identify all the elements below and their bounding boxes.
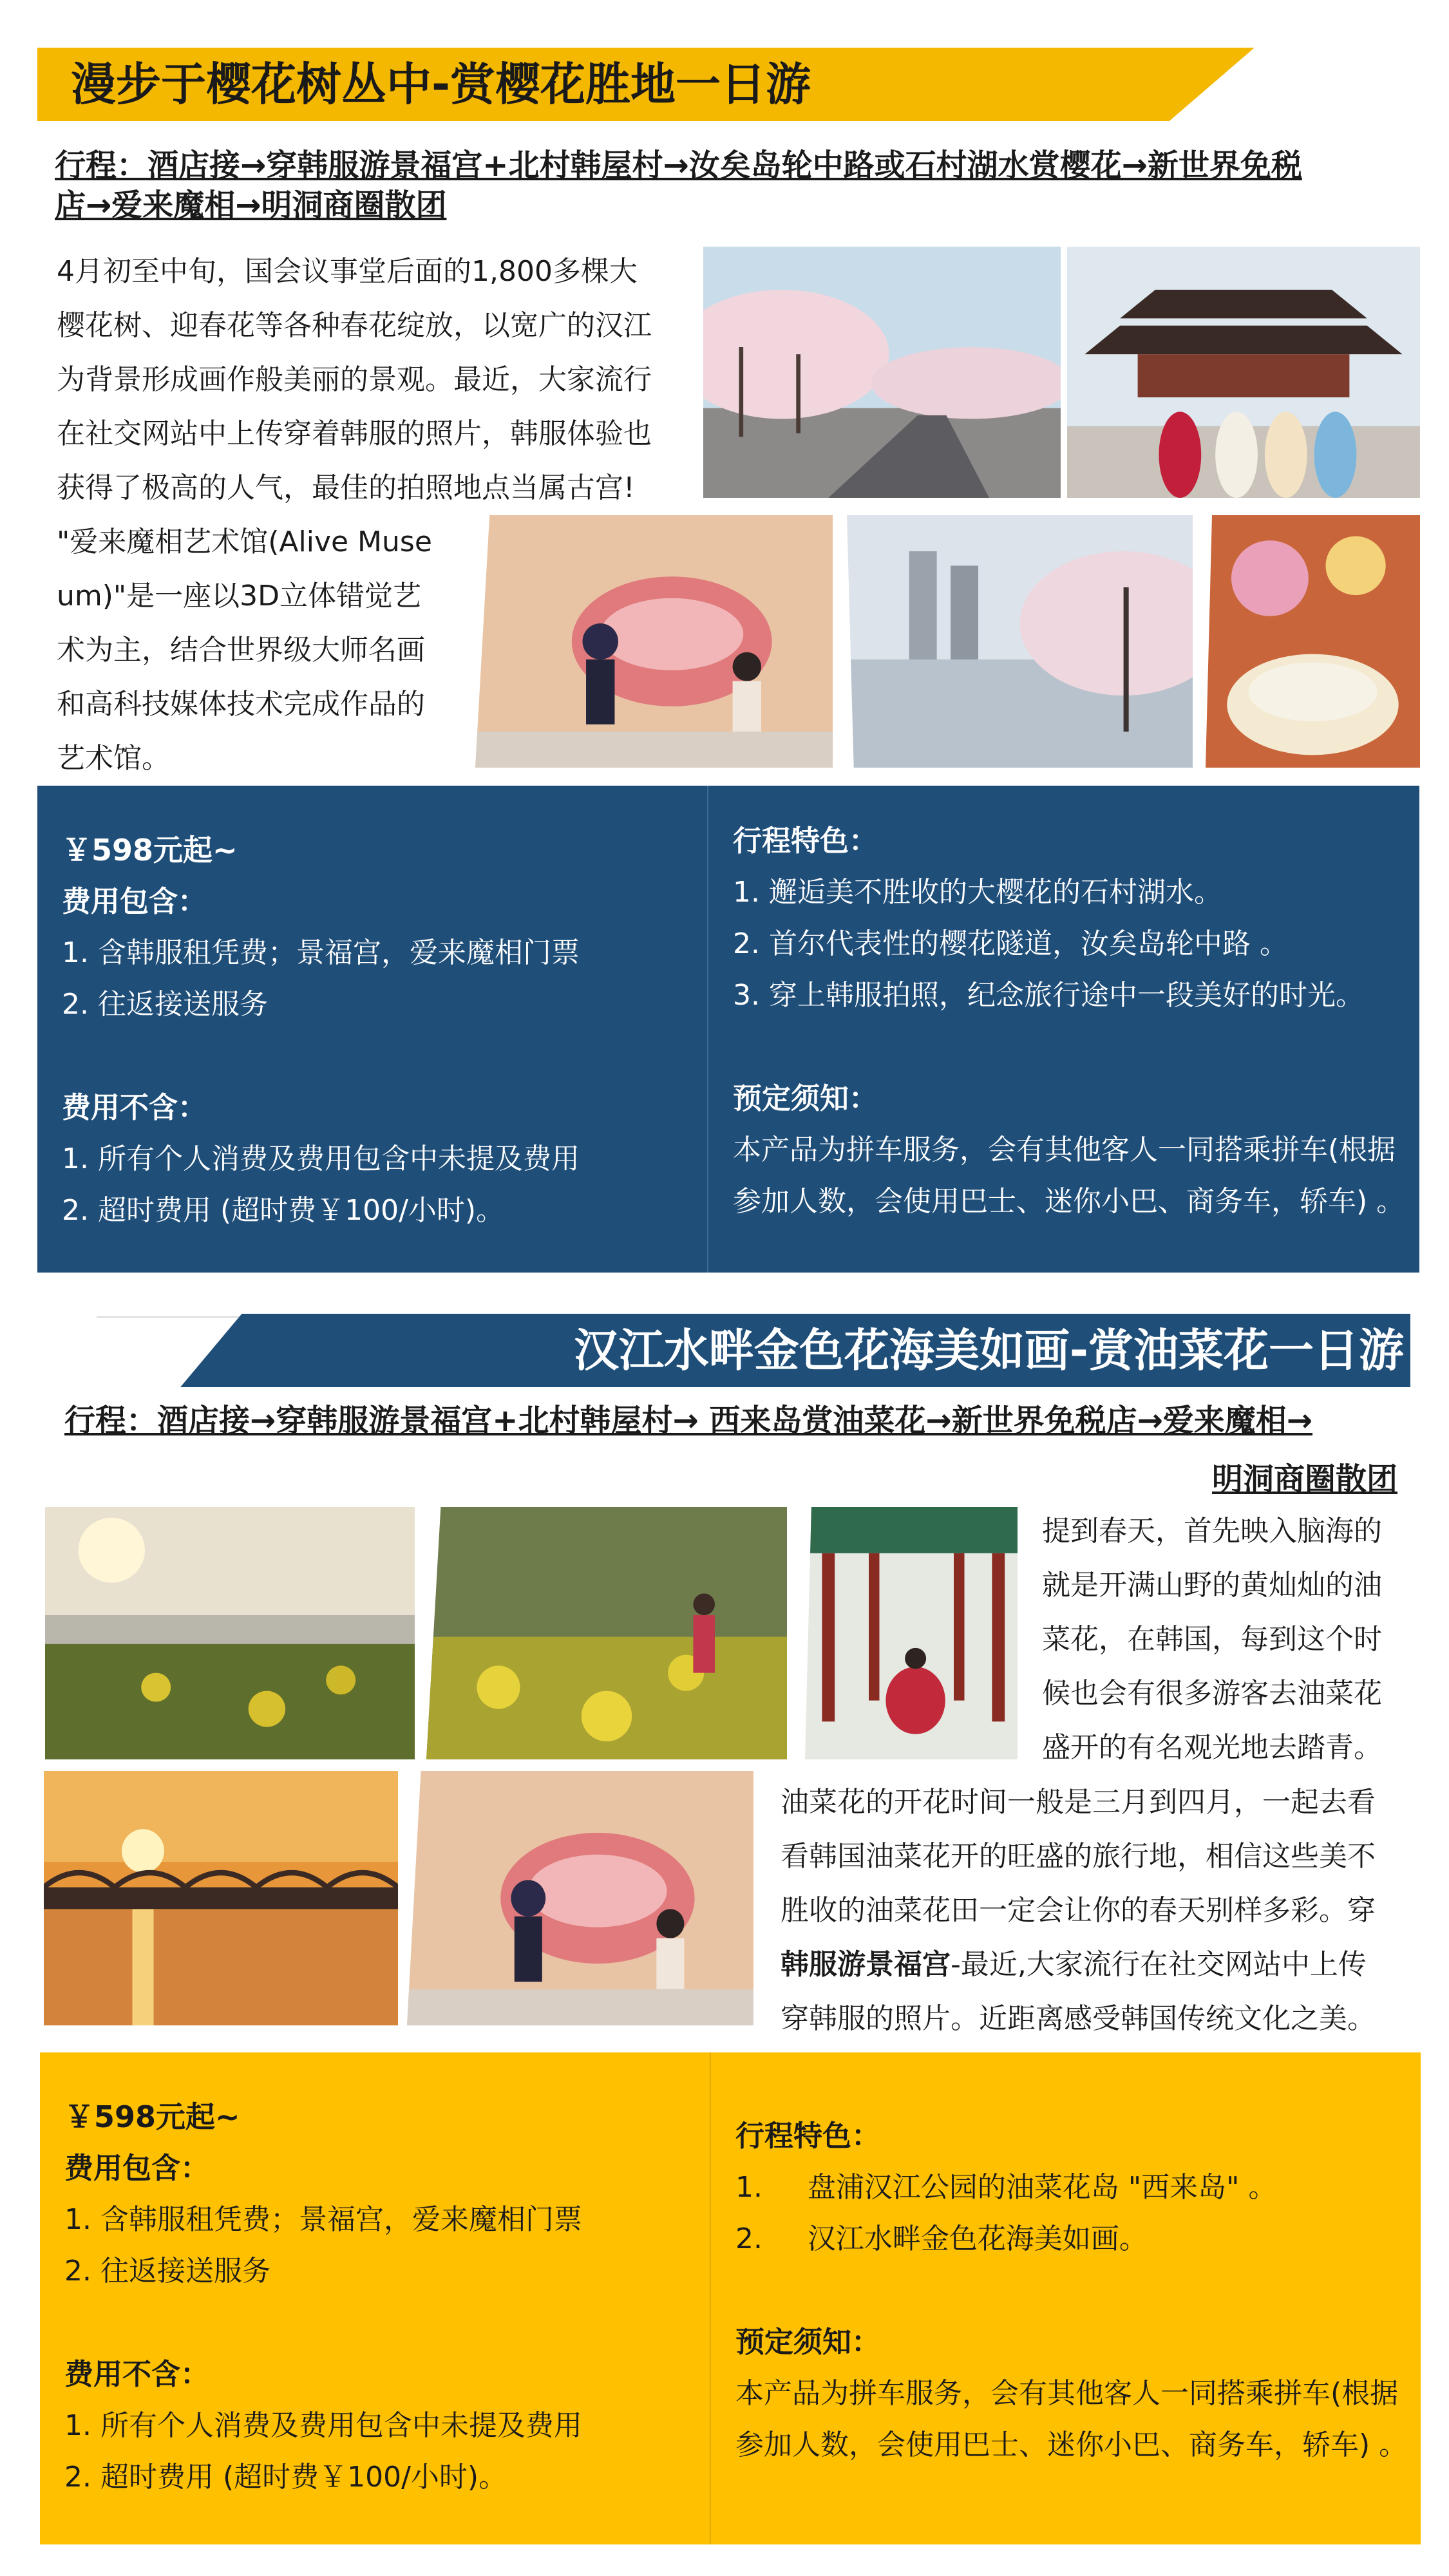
text-line — [781, 1938, 1425, 1992]
notice-line: 本产品为拼车服务，会有其他客人一同搭乘拼车(根据 — [733, 1133, 1396, 1166]
text-line: 菜花，在韩国，每到这个时 — [1042, 1623, 1382, 1656]
features-heading: 行程特色： — [733, 824, 878, 858]
alive-museum-3d-photo-2 — [407, 1771, 753, 2025]
text-line: 油菜花的开花时间一般是三月到四月，一起去看 — [781, 1786, 1376, 1819]
text-line: 盛开的有名观光地去踏青。 — [1042, 1731, 1382, 1764]
notice-heading: 预定须知： — [733, 1081, 878, 1115]
excluded-item: 2. 超时费用 (超时费￥100/小时)。 — [64, 2461, 507, 2494]
gyeongbokgung-hanbok-photo — [1067, 247, 1420, 498]
excluded-item: 1. 所有个人消费及费用包含中未提及费用 — [64, 2409, 582, 2442]
notice-line: 参加人数，会使用巴士、迷你小巴、商务车，轿车) 。 — [735, 2429, 1408, 2461]
canola-field-woman-photo — [426, 1507, 787, 1759]
section2-info-box — [40, 2052, 1421, 2544]
palace-corridor-hanbok-photo — [805, 1507, 1018, 1759]
excluded-heading: 费用不含： — [64, 2357, 210, 2391]
features-heading: 行程特色： — [735, 2119, 881, 2153]
text-line: 胜收的油菜花田一定会让你的春天别样多彩。穿 — [781, 1894, 1376, 1927]
notice-heading: 预定须知： — [735, 2325, 881, 2359]
included-item: 1. 含韩服租凭费；景福宫，爱来魔相门票 — [64, 2203, 582, 2236]
notice-line: 本产品为拼车服务，会有其他客人一同搭乘拼车(根据 — [735, 2377, 1399, 2410]
excluded-heading: 费用不含： — [62, 1090, 207, 1124]
box-divider — [710, 2052, 711, 2544]
excluded-item: 1. 所有个人消费及费用包含中未提及费用 — [62, 1142, 580, 1175]
text-line: 看韩国油菜花开的旺盛的旅行地，相信这些美不 — [781, 1840, 1376, 1873]
text-after-bold: -最近,大家流行在社交网站中上传 — [951, 1948, 1367, 1981]
text-line: 4月初至中旬，国会议事堂后面的1,800多棵大 — [57, 255, 638, 288]
included-item: 2. 往返接送服务 — [62, 988, 268, 1021]
price-label: ￥598元起~ — [62, 833, 238, 867]
section2-description-lower — [781, 1776, 1425, 2046]
cherry-blossom-road-photo — [703, 247, 1061, 498]
section1-title: 漫步于樱花树丛中-赏樱花胜地一日游 — [71, 58, 811, 111]
feature-item: 1. 盘浦汉江公园的油菜花岛 "西来岛" 。 — [735, 2171, 1277, 2204]
included-item: 1. 含韩服租凭费；景福宫，爱来魔相门票 — [62, 936, 580, 969]
bold-phrase: 韩服游景福宫 — [781, 1948, 951, 1981]
text-line: 为背景形成画作般美丽的景观。最近，大家流行 — [57, 363, 652, 396]
section1-itinerary — [55, 146, 1420, 225]
text-line: 樱花树、迎春花等各种春花绽放，以宽广的汉江 — [57, 309, 652, 342]
itinerary-line: 行程：酒店接→穿韩服游景福宫+北村韩屋村→汝矣岛轮中路或石村湖水赏樱花→新世界免税 — [55, 147, 1302, 184]
han-river-sunset-photo — [44, 1771, 398, 2025]
alive-museum-3d-photo — [475, 515, 833, 768]
section2-itinerary-line1: 行程：酒店接→穿韩服游景福宫+北村韩屋村→ 西来岛赏油菜花→新世界免税店→爱来魔相→ — [64, 1403, 1313, 1439]
included-heading: 费用包含： — [64, 2151, 210, 2185]
text-line: 获得了极高的人气，最佳的拍照地点当属古宫! — [57, 471, 635, 504]
excluded-item: 2. 超时费用 (超时费￥100/小时)。 — [62, 1194, 505, 1227]
river-park-flowers-photo — [45, 1507, 415, 1759]
notice-line: 参加人数，会使用巴士、迷你小巴、商务车，轿车) 。 — [733, 1185, 1405, 1218]
section2-title: 汉江水畔金色花海美如画-赏油菜花一日游 — [573, 1324, 1404, 1377]
feature-item: 3. 穿上韩服拍照，纪念旅行途中一段美好的时光。 — [733, 979, 1364, 1012]
included-item: 2. 往返接送服务 — [64, 2255, 270, 2287]
feature-item: 1. 邂逅美不胜收的大樱花的石村湖水。 — [733, 876, 1222, 909]
text-line: 候也会有很多游客去油菜花 — [1042, 1677, 1382, 1710]
text-line: 就是开满山野的黄灿灿的油 — [1042, 1569, 1382, 1602]
pricing-column — [64, 2091, 582, 2503]
text-line: 提到春天，首先映入脑海的 — [1042, 1515, 1382, 1548]
feature-item: 2. 汉江水畔金色花海美如画。 — [735, 2222, 1148, 2255]
price-label: ￥598元起~ — [64, 2099, 240, 2134]
itinerary-line: 店→爱来魔相→明洞商圈散团 — [55, 187, 447, 223]
features-column — [735, 2110, 1407, 2471]
dessert-art-photo — [1206, 515, 1420, 768]
section1-info-box — [37, 786, 1419, 1273]
section2-description-right — [1042, 1504, 1428, 1775]
text-line: 在社交网站中上传穿着韩服的照片，韩服体验也 — [57, 417, 652, 450]
section2-itinerary-line2: 明洞商圈散团 — [1211, 1461, 1397, 1497]
pricing-column — [62, 824, 580, 1236]
features-column — [733, 815, 1405, 1227]
text-line: "爱来魔相艺术馆(Alive Muse — [57, 526, 432, 558]
box-divider — [707, 786, 708, 1273]
text-line: 术为主，结合世界级大师名画 — [57, 634, 425, 667]
seokchon-lake-photo — [847, 515, 1193, 768]
text-line: 艺术馆。 — [57, 742, 170, 775]
text-line: 和高科技媒体技术完成作品的 — [57, 688, 425, 721]
text-line: 穿韩服的照片。近距离感受韩国传统文化之美。 — [781, 2002, 1376, 2035]
text-line: um)"是一座以3D立体错觉艺 — [57, 580, 422, 612]
feature-item: 2. 首尔代表性的樱花隧道，汝矣岛轮中路 。 — [733, 927, 1288, 960]
included-heading: 费用包含： — [62, 884, 207, 918]
